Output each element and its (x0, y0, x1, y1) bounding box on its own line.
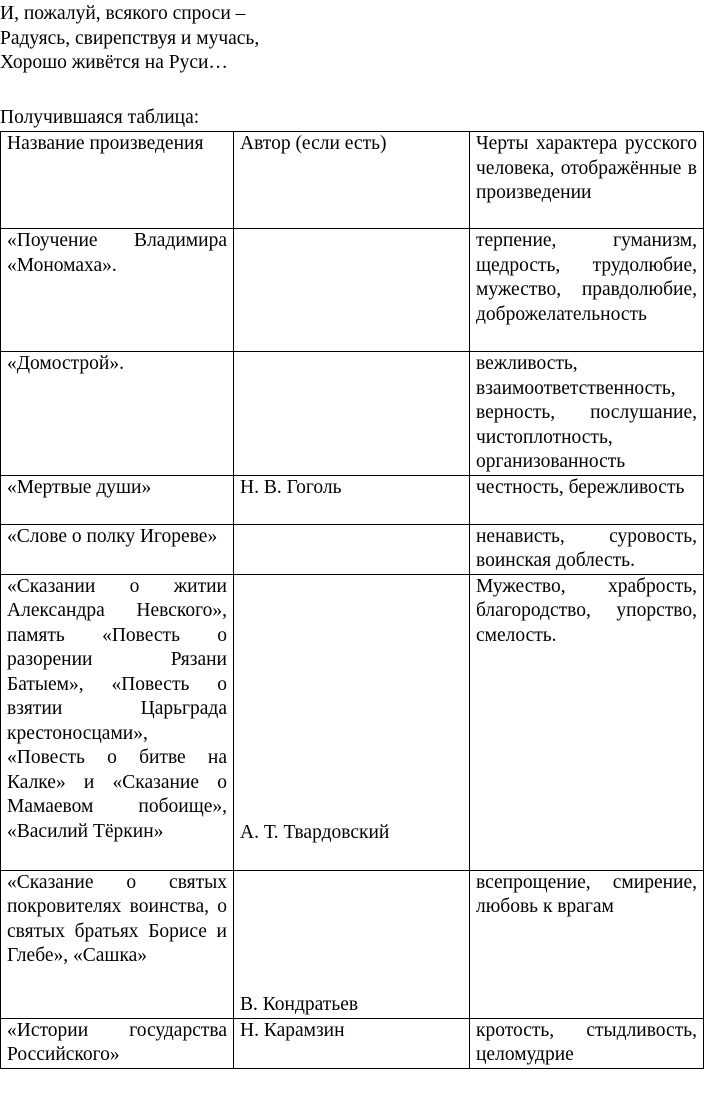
cell-title: «Сказании о житии Александра Невского», память «Повесть о разорении Рязани Батыем», «Повесть о взятии Царьграда крестоносцами», «Повесть о битве на Калке» и «Сказание о Мамаевом побоище», «Василий Тёркин» (1, 574, 234, 870)
cell-traits: ненависть, суровость, воинская доблесть. (470, 524, 704, 574)
cell-author: Н. Карамзин (234, 1018, 470, 1068)
cell-title: «Сказание о святых покровителях воинства, о святых братьях Борисе и Глебе», «Сашка» (1, 870, 234, 1018)
cell-traits: кротость, стыдливость, целомудрие (470, 1018, 704, 1068)
cell-title: «Поучение Владимира «Мономаха». (1, 229, 234, 352)
cell-title: «Слове о полку Игореве» (1, 524, 234, 574)
table-row (1, 352, 704, 476)
header-traits: Черты характера русского человека, отображённые в произведении (470, 132, 704, 229)
cell-traits: Мужество, храбрость, благородство, упорство, смелость. (470, 574, 704, 870)
table-row (1, 870, 704, 1018)
table-header-row (1, 132, 704, 229)
author-name: А. Т. Твардовский (240, 822, 390, 843)
cell-traits: честность, бережливость (470, 475, 704, 524)
poem-line: Радуясь, свирепствуя и мучась, (0, 27, 260, 49)
poem-line: И, пожалуй, всякого спроси – (0, 3, 246, 24)
table-caption: Получившаяся таблица: (0, 107, 200, 128)
header-title: Название произведения (1, 132, 234, 229)
cell-title: «Истории государства Российского» (1, 1018, 234, 1068)
cell-traits: терпение, гуманизм, щедрость, трудолюбие, мужество, правдолюбие, доброжелательность (470, 229, 704, 352)
cell-traits: вежливость, взаимоответственность, верность, послушание, чистоплотность, организованность (470, 352, 704, 476)
poem-excerpt (0, 2, 259, 76)
cell-author (234, 870, 470, 1018)
cell-title: «Домострой». (1, 352, 234, 476)
cell-author: Н. В. Гоголь (234, 475, 470, 524)
table-row (1, 475, 704, 524)
cell-author (234, 524, 470, 574)
cell-author (234, 352, 470, 476)
header-author: Автор (если есть) (234, 132, 470, 229)
author-name: В. Кондратьев (240, 994, 359, 1015)
cell-title: «Мертвые души» (1, 475, 234, 524)
table-row (1, 524, 704, 574)
works-table (0, 131, 704, 1069)
cell-author (234, 229, 470, 352)
table-row (1, 1018, 704, 1068)
cell-traits: всепрощение, смирение, любовь к врагам (470, 870, 704, 1018)
table-row (1, 229, 704, 352)
cell-author (234, 574, 470, 870)
table-row (1, 574, 704, 870)
poem-line: Хорошо живётся на Руси… (0, 52, 228, 73)
